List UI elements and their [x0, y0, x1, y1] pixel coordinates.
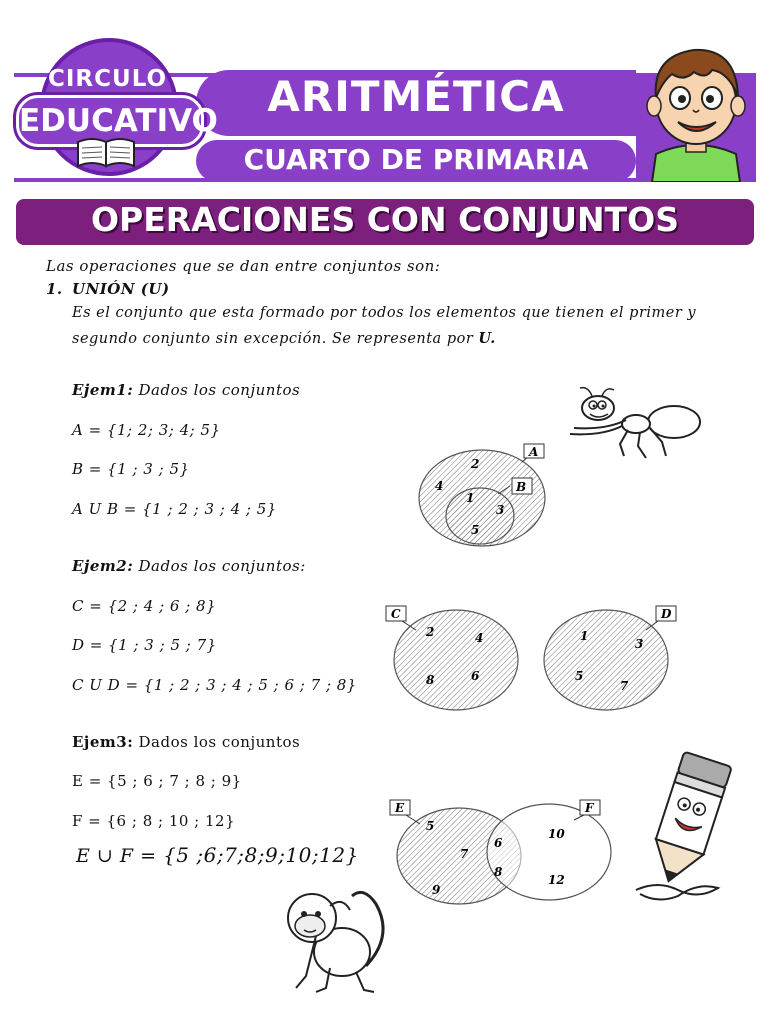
ejem3-set-f: F = {6 ; 8 ; 10 ; 12}	[72, 812, 236, 830]
venn-element: 7	[460, 847, 469, 861]
set-c-label: C	[391, 607, 401, 621]
ejem3-text: Dados los conjuntos	[133, 733, 301, 751]
set-d-label: D	[661, 607, 672, 621]
venn-diagram-ejem1	[410, 438, 560, 550]
ejem1-set-a: A = {1; 2; 3; 4; 5}	[72, 421, 221, 439]
ant-drawing	[566, 384, 706, 464]
venn-element: 1	[580, 629, 589, 643]
header-banner	[0, 0, 768, 195]
venn-element: 8	[426, 673, 435, 687]
ejem2-label: Ejem2:	[72, 557, 134, 575]
ejem1-text: Dados los conjuntos	[133, 381, 301, 399]
venn-element: 6	[494, 836, 503, 850]
venn-element: 3	[635, 637, 644, 651]
item1-union-symbol: U.	[478, 330, 496, 347]
logo-bottom-text: EDUCATIVO	[16, 95, 204, 147]
venn-element: 3	[496, 503, 505, 517]
ejem1-union: A U B = {1 ; 2 ; 3 ; 4 ; 5}	[72, 500, 277, 518]
ejem3-union	[76, 843, 359, 867]
venn-element: 6	[471, 669, 480, 683]
venn-element: 4	[475, 631, 484, 645]
ejem2-heading	[72, 557, 306, 575]
venn-element: 5	[575, 669, 584, 683]
venn-element: 8	[494, 865, 503, 879]
set-c-ellipse	[394, 610, 518, 710]
item1-line2-text: segundo conjunto sin excepción. Se representa por	[72, 331, 479, 347]
intro-text: Las operaciones que se dan entre conjuntos son:	[46, 257, 441, 275]
ejem1-label: Ejem1:	[72, 381, 134, 399]
item1-line1: Es el conjunto que esta formado por todos los elementos que tienen el primer y	[72, 305, 697, 321]
ejem3-union-lhs: E ∪ F =	[76, 845, 164, 867]
set-a-label: A	[529, 445, 539, 459]
page-subtitle: CUARTO DE PRIMARIA	[243, 143, 589, 176]
ejem1-set-b: B = {1 ; 3 ; 5}	[72, 460, 190, 478]
set-e-label: E	[395, 801, 405, 815]
venn-element: 9	[432, 883, 441, 897]
venn-element: 7	[620, 679, 629, 693]
venn-element: 10	[548, 827, 565, 841]
venn-element: 1	[466, 491, 475, 505]
ejem3-heading	[72, 733, 300, 751]
venn-element: 5	[471, 523, 480, 537]
ejem3-label: Ejem3:	[72, 733, 134, 751]
ejem2-text: Dados los conjuntos:	[133, 557, 306, 575]
ejem2-set-c: C = {2 ; 4 ; 6 ; 8}	[72, 597, 217, 615]
ejem3-set-e: E = {5 ; 6 ; 7 ; 8 ; 9}	[72, 772, 242, 790]
item1-number: 1.	[46, 280, 63, 298]
venn-diagram-ejem2	[380, 600, 690, 716]
ejem2-union: C U D = {1 ; 2 ; 3 ; 4 ; 5 ; 6 ; 7 ; 8}	[72, 676, 357, 694]
section-title: OPERACIONES CON CONJUNTOS	[91, 200, 679, 239]
monkey-drawing	[276, 876, 394, 996]
venn-element: 4	[435, 479, 444, 493]
ejem3-union-rhs: {5 ;6;7;8;9;10;12}	[163, 843, 359, 867]
venn-element: 12	[548, 873, 565, 887]
set-f-label: F	[585, 801, 594, 815]
venn-diagram-ejem3	[384, 796, 624, 910]
boy-mascot	[636, 36, 756, 182]
item1-line2	[72, 330, 496, 347]
venn-element: 2	[471, 457, 480, 471]
logo-top-text: CIRCULO	[48, 66, 168, 92]
page-title: ARITMÉTICA	[267, 72, 565, 121]
book-icon	[74, 134, 138, 170]
ejem1-heading	[72, 381, 300, 399]
set-d-ellipse	[544, 610, 668, 710]
set-b-label: B	[516, 480, 527, 494]
venn-element: 2	[426, 625, 435, 639]
venn-element: 5	[426, 819, 435, 833]
item1-heading: UNIÓN (U)	[72, 280, 170, 298]
ejem2-set-d: D = {1 ; 3 ; 5 ; 7}	[72, 636, 217, 654]
pencil-mascot	[628, 748, 738, 908]
